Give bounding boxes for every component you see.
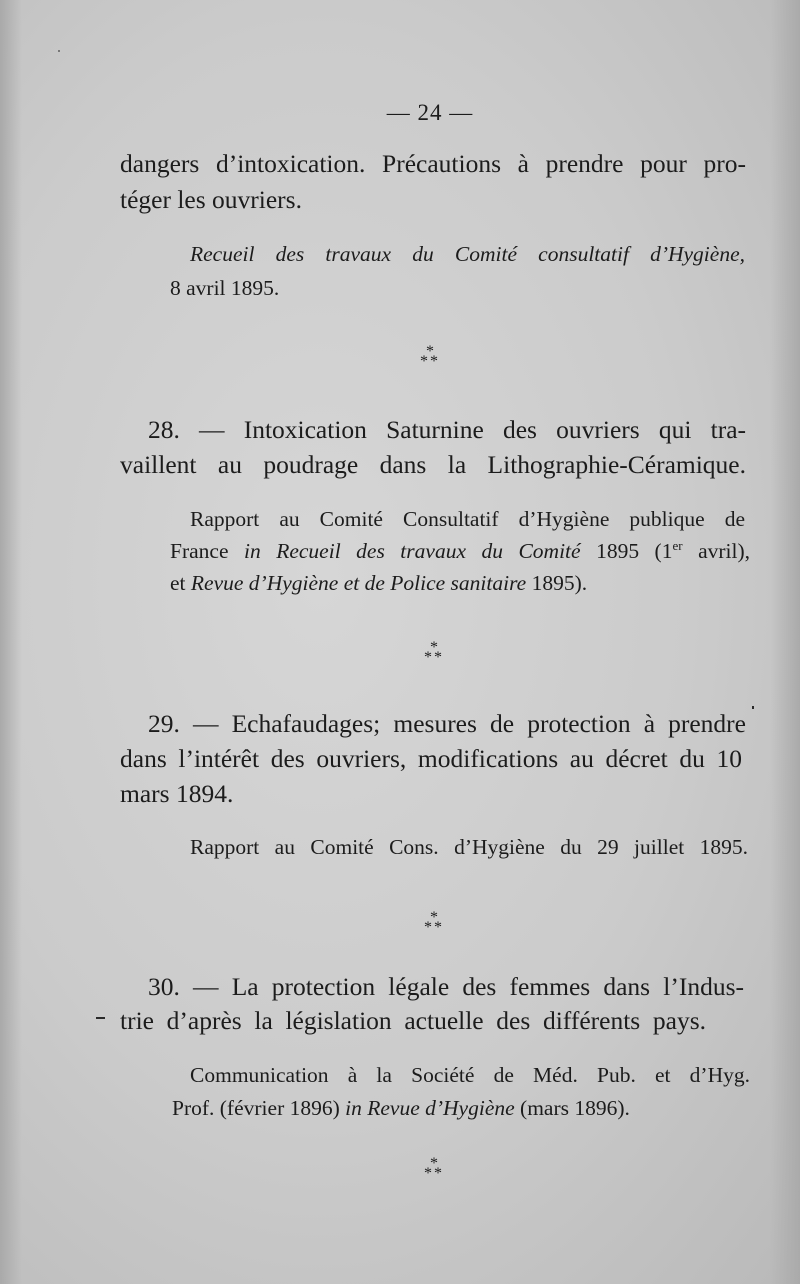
scan-mark [58, 50, 60, 52]
asterism-separator [414, 640, 454, 676]
asterism-stars-bottom: ** [424, 1165, 444, 1182]
asterism-stars-bottom: ** [424, 649, 444, 666]
asterism-star-top: * [426, 343, 434, 360]
entry-29-reference-line-1: Rapport au Comité Cons. d’Hygiène du 29 juillet 1895. [190, 835, 748, 859]
entry-28-line-2: vaillent au poudrage dans la Lithographie-Céramique. [120, 450, 746, 479]
intro-reference-title: Recueil des travaux du Comité consultatif d’Hygiène, [190, 242, 745, 266]
asterism-separator [414, 1156, 454, 1192]
asterism-separator [410, 344, 450, 380]
intro-line-1: dangers d’intoxication. Précautions à prendre pour pro- [120, 149, 746, 178]
intro-line-2: téger les ouvriers. [120, 185, 302, 214]
entry-30-line-2: trie d’après la législation actuelle des différents pays. [120, 1006, 706, 1035]
page-number: — 24 — [386, 100, 474, 125]
scan-mark [752, 706, 754, 709]
entry-29-line-2: dans l’intérêt des ouvriers, modifications au décret du 10 [120, 744, 742, 773]
entry-28-reference-line-2: France in Recueil des travaux du Comité 1895 (1er avril), [170, 537, 751, 563]
scan-mark [96, 1017, 105, 1019]
asterism-separator [414, 910, 454, 946]
entry-28-reference-line-3: et Revue d’Hygiène et de Police sanitaire 1895). [170, 571, 588, 595]
entry-30-reference-line-2: Prof. (février 1896) in Revue d’Hygiène (mars 1896). [172, 1096, 630, 1120]
intro-reference-date: 8 avril 1895. [170, 276, 280, 300]
entry-30-reference-line-1: Communication à la Société de Méd. Pub. et d’Hyg. [190, 1063, 750, 1087]
asterism-stars-bottom: ** [424, 919, 444, 936]
entry-28-line-1: 28. — Intoxication Saturnine des ouvriers qui tra- [148, 415, 746, 444]
entry-28-reference-line-1: Rapport au Comité Consultatif d’Hygiène publique de [190, 507, 745, 531]
entry-30-line-1: 30. — La protection légale des femmes dans l’Indus- [148, 972, 744, 1001]
entry-29-line-3: mars 1894. [120, 779, 234, 808]
asterism-star-top: * [430, 1155, 438, 1172]
asterism-star-top: * [430, 909, 438, 926]
asterism-star-top: * [430, 639, 438, 656]
entry-29-line-1: 29. — Echafaudages; mesures de protection à prendre [148, 709, 746, 738]
asterism-stars-bottom: ** [420, 353, 440, 370]
